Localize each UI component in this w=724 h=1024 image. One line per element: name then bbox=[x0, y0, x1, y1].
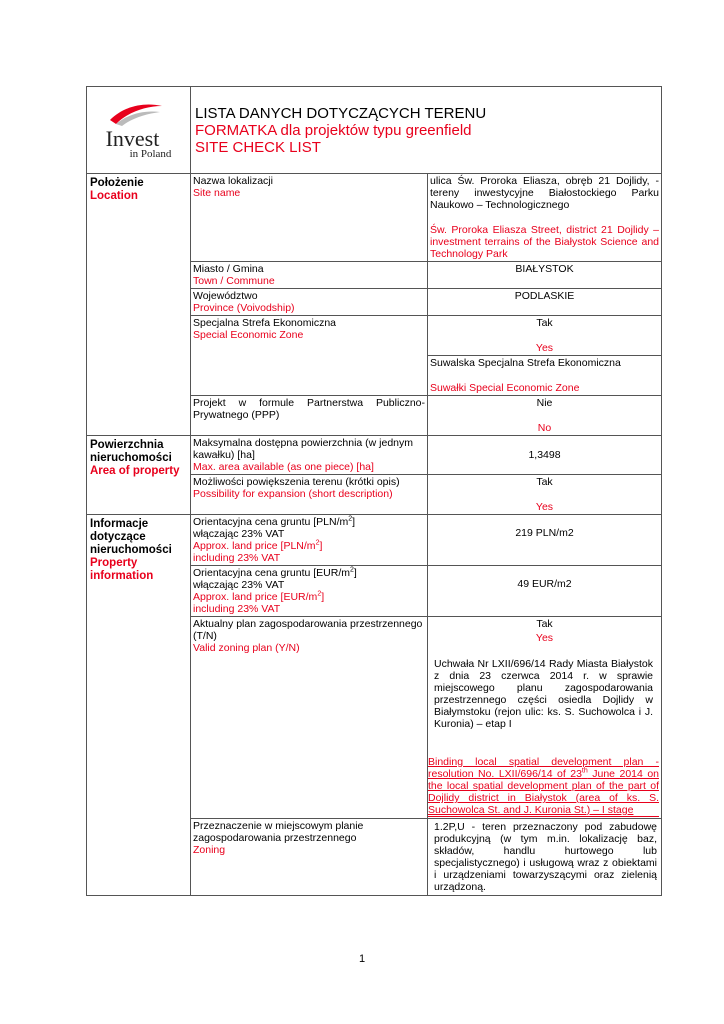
field-price-pln bbox=[191, 515, 428, 566]
category-location bbox=[87, 174, 191, 436]
field-expansion bbox=[191, 475, 428, 515]
value-en: Św. Proroka Eliasza Street, district 21 Dojlidy – investment terrains of the Białystok Science and Technology Park bbox=[430, 224, 659, 260]
field-site-name bbox=[191, 174, 428, 262]
value-sez bbox=[428, 316, 662, 356]
field-label-pl: Specjalna Strefa Ekonomiczna bbox=[193, 317, 336, 329]
value-pl: Suwalska Specjalna Strefa Ekonomiczna bbox=[430, 357, 621, 369]
field-ppp: Projekt w formule Partnerstwa Publiczno-Prywatnego (PPP) bbox=[191, 396, 428, 436]
value-sez-name bbox=[428, 356, 662, 396]
field-label-pl: Orientacyjna cena gruntu $[EUR/m^2]$ bbox=[193, 566, 357, 579]
value-resolution bbox=[428, 645, 662, 819]
field-label-en: Possibility for expansion (short description) bbox=[193, 488, 393, 500]
category-label-en: Location bbox=[90, 190, 138, 202]
document-page bbox=[86, 86, 661, 896]
category-label-pl: Powierzchnia bbox=[90, 439, 164, 451]
value-zoning: 1.2P,U - teren przeznaczony pod zabudowę produkcyjną (w tym m.in. lokalizację baz, składów, handlu hurtowego lub specjalistycznego) i usługową wraz z obiektami i urządzeniami towarzyszącymi oraz zielenią urządzoną. bbox=[428, 819, 662, 896]
value-en: Suwałki Special Economic Zone bbox=[430, 382, 580, 394]
field-label-pl: Przeznaczenie w miejscowym planie zagospodarowania przestrzennego bbox=[193, 820, 364, 844]
category-label-pl: dotyczące bbox=[90, 531, 146, 543]
value-province: PODLASKIE bbox=[428, 289, 662, 316]
field-zoning bbox=[191, 819, 428, 896]
logo-swoosh-icon bbox=[106, 100, 166, 126]
resolution-pl: Uchwała Nr LXII/696/14 Rady Miasta Białystok z dnia 23 czerwca 2014 r. w sprawie miejscowego planu zagospodarowania przestrzennego części osiedla Dojlidy w Białymstoku (rejon ulic: ks. S. Suchowolca i J. Kuronia) – etap I bbox=[434, 658, 653, 730]
value-price-eur: 49 EUR/m2 bbox=[428, 566, 662, 617]
field-label-en: Zoning bbox=[193, 844, 226, 856]
title-formatka: FORMATKA dla projektów typu greenfield bbox=[195, 121, 472, 139]
value-en: Yes bbox=[535, 632, 554, 644]
table-row bbox=[87, 515, 662, 566]
category-label-en: Area of property bbox=[90, 465, 180, 477]
table-row bbox=[87, 174, 662, 262]
field-label-en: Approx. land price $[EUR/m^2]$ bbox=[193, 590, 325, 603]
field-label-en: including 23% VAT bbox=[193, 603, 281, 615]
category-area bbox=[87, 436, 191, 515]
logo-text-in-poland: in Poland bbox=[129, 148, 172, 160]
category-label-en: Property bbox=[90, 557, 138, 569]
field-label-pl: Województwo bbox=[193, 290, 258, 302]
invest-in-poland-logo bbox=[106, 100, 172, 160]
logo-cell bbox=[87, 87, 191, 174]
value-zoning-plan bbox=[428, 617, 662, 646]
resolution-en: Binding local spatial development plan - resolution No. LXII/696/14 of 23th June 2014 on the local spatial development plan of the part of Dojlidy district in Białystok (area of ks. S. Suchowolca St. and J. Kuronia St.) – I stage bbox=[428, 756, 659, 816]
field-label-pl: Orientacyjna cena gruntu $[PLN/m^2]$ bbox=[193, 515, 356, 528]
title-site-check-list: SITE CHECK LIST bbox=[195, 138, 321, 156]
field-zoning-plan bbox=[191, 617, 428, 819]
field-label-pl: Możliwości powiększenia terenu (krótki opis) bbox=[193, 476, 400, 488]
field-label-en: Max. area available (as one piece) [ha] bbox=[193, 461, 374, 473]
value-en: Yes bbox=[535, 342, 554, 354]
category-label-en: information bbox=[90, 570, 154, 582]
field-town bbox=[191, 262, 428, 289]
value-max-area: 1,3498 bbox=[428, 436, 662, 475]
field-label-pl: Nazwa lokalizacji bbox=[193, 175, 273, 187]
value-pl: ulica Św. Proroka Eliasza, obręb 21 Dojlidy, - tereny inwestycyjne Białostockiego Parku Naukowo – Technologicznego bbox=[430, 175, 659, 211]
value-expansion bbox=[428, 475, 662, 515]
table-row bbox=[87, 436, 662, 475]
field-province bbox=[191, 289, 428, 316]
value-ppp bbox=[428, 396, 662, 436]
category-label-pl: Położenie bbox=[90, 177, 144, 189]
field-sez bbox=[191, 316, 428, 396]
value-pl: Nie bbox=[536, 397, 553, 409]
category-property-info bbox=[87, 515, 191, 896]
field-label-en: Approx. land price $[PLN/m^2]$ bbox=[193, 539, 323, 552]
field-max-area bbox=[191, 436, 428, 475]
title-cell bbox=[191, 87, 662, 174]
value-pl: Tak bbox=[536, 317, 553, 329]
field-label-pl: włączając 23% VAT bbox=[193, 579, 285, 591]
header-row bbox=[87, 87, 662, 174]
title-polish: LISTA DANYCH DOTYCZĄCYCH TERENU bbox=[195, 104, 487, 122]
field-label-pl: Miasto / Gmina bbox=[193, 263, 264, 275]
field-label-pl: Aktualny plan zagospodarowania przestrzennego (T/N) bbox=[193, 618, 423, 642]
category-label-pl: nieruchomości bbox=[90, 544, 172, 556]
value-en: No bbox=[537, 422, 552, 434]
page-number: 1 bbox=[358, 953, 366, 965]
field-label-pl: Maksymalna dostępna powierzchnia (w jednym kawałku) [ha] bbox=[193, 437, 414, 461]
value-town: BIAŁYSTOK bbox=[428, 262, 662, 289]
site-check-table bbox=[86, 86, 662, 896]
field-label-en: Valid zoning plan (Y/N) bbox=[193, 642, 300, 654]
value-price-pln: 219 PLN/m2 bbox=[428, 515, 662, 566]
category-label-pl: nieruchomości bbox=[90, 452, 172, 464]
field-label-en: Province (Voivodship) bbox=[193, 302, 295, 314]
field-label-en: including 23% VAT bbox=[193, 552, 281, 564]
field-label-en: Special Economic Zone bbox=[193, 329, 304, 341]
field-label-pl: włączając 23% VAT bbox=[193, 528, 285, 540]
field-label-en: Site name bbox=[193, 187, 241, 199]
value-en: Yes bbox=[535, 501, 554, 513]
logo-text-invest: Invest bbox=[105, 126, 160, 151]
field-label-en: Town / Commune bbox=[193, 275, 275, 287]
field-price-eur bbox=[191, 566, 428, 617]
category-label-pl: Informacje bbox=[90, 518, 149, 530]
value-pl: Tak bbox=[536, 618, 553, 630]
value-pl: Tak bbox=[536, 476, 553, 488]
value-site-name bbox=[428, 174, 662, 262]
